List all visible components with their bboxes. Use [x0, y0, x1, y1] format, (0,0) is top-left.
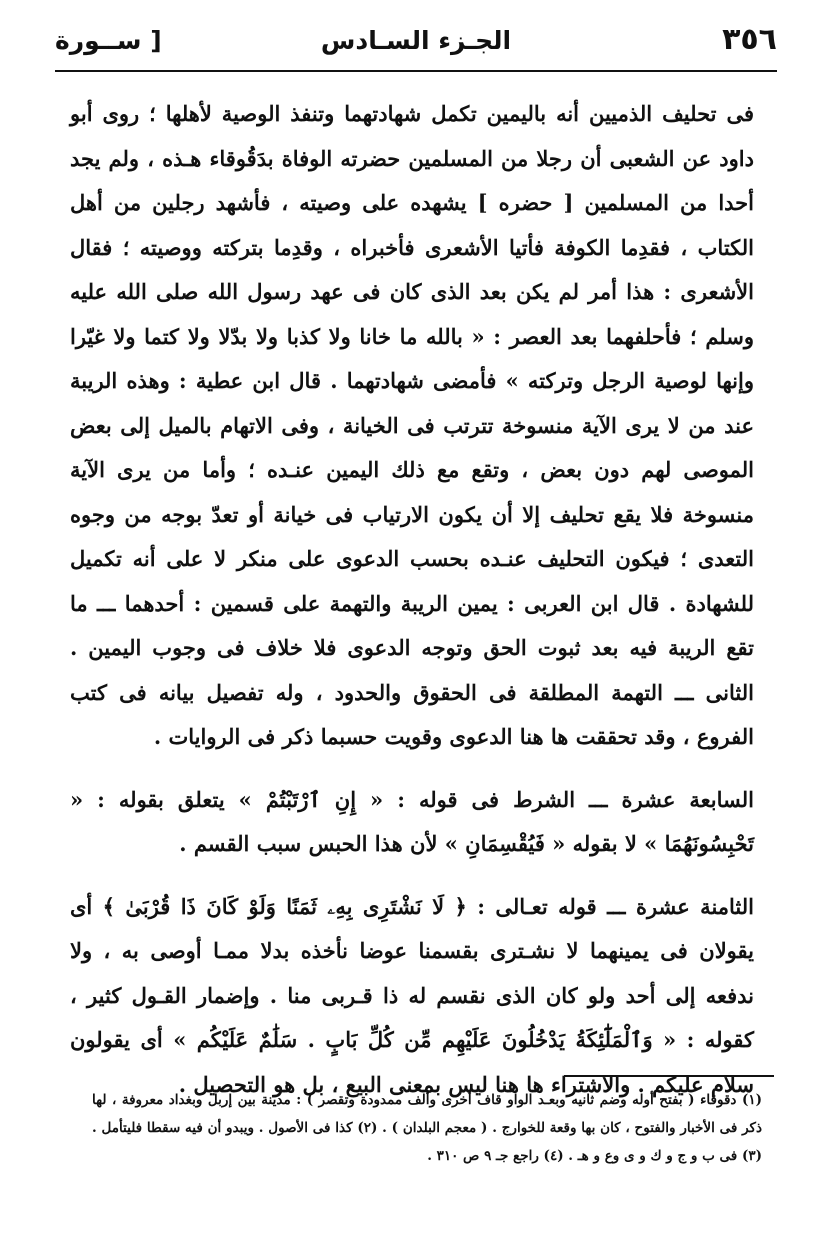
paragraph: السابعة عشرة ـــ الشرط فى قوله : « إِنِ ٱرْتَبْتُمْ » يتعلق بقوله : « تَحْبِسُونَهُمَا » لا بقوله « فَيُقْسِمَانِ » لأن هذا الحبس سبب القسم . — [70, 786, 754, 856]
footnote-text: (١) دقوقاء ( بفتح أوله وضم ثانيه وبعـد الواو قاف أخرى وألف ممدودة وتقصر ) : مدينة بين إربل وبغداد معروفة ، لها ذكر فى الأخبار والفتوح ، كان بها وقعة للخوارج . ( معجم البلدان ) . (٢) كذا فى الأصول . ويبدو أن فيه سقطا فليتأمل . (٣) فى ب و ج و ك و ى وع و هـ . (٤) راجع جـ ٩ ص ٣١٠ . — [92, 1092, 762, 1164]
page-header — [55, 18, 777, 72]
page-number: ٣٥٦ — [722, 22, 777, 57]
paragraph: الثامنة عشرة ـــ قوله تعـالى : ﴿ لَا نَشْتَرِى بِهِۦ ثَمَنًا وَلَوْ كَانَ ذَا قُرْبَىٰ ﴾ أى يقولان فى يمينهما لا نشـترى بقسمنا عوضا نأخذه بدلا ممـا أوصى به ، ولا ندفعه إلى أحد ولو كان الذى نقسم له ذا قـربى منا . وإضمار القـول كثير ، كقوله : « وَٱلْمَلَٰٓئِكَةُ يَدْخُلُونَ عَلَيْهِم مِّن كُلِّ بَابٍ . سَلَٰمٌ عَلَيْكُم » أى يقولون سلام عليكم . والاشتراء ها هنا ليس بمعنى البيع ، بل هو التحصيل . — [70, 893, 755, 1097]
footnotes — [92, 1086, 762, 1170]
footnote-separator — [564, 1075, 774, 1077]
main-text — [70, 92, 754, 1107]
running-title: الجـزء السـادس — [320, 26, 512, 55]
paragraph: فى تحليف الذميين أنه باليمين تكمل شهادتهما وتنفذ الوصية لأهلها ؛ روى أبو داود عن الشعبى أن رجلا من المسلمين حضرته الوفاة بدَقُوقاء هـذه ، ولم يجد أحدا من المسلمين [ حضره ] يشهده على وصيته ، فأشهد رجلين من أهل الكتاب ، فقدِما الكوفة فأتيا الأشعرى فأخبراه ، وقدِما بتركته ووصيته ؛ فقال الأشعرى : هذا أمر لم يكن بعد الذى كان فى عهد رسول الله صلى الله عليه وسلم ؛ فأحلفهما بعد العصر : « بالله ما خانا ولا كذبا ولا بدّلا ولا كتما ولا غيّرا وإنها لوصية الرجل وتركته » فأمضى شهادتهما . قال ابن عطية : وهذه الريبة عند من لا يرى الآية منسوخة تترتب فى الخيانة ، وفى الاتهام بالميل إلى بعض الموصى لهم دون بعض ، وتقع مع ذلك اليمين عنـده ؛ وأما من يرى الآية منسوخة فلا يقع تحليف إلا أن يكون الارتياب فى خيانة أو تعدّ بوجه من وجوه التعدى ؛ فيكون التحليف عنـده بحسب الدعوى على منكر لا على أنه تكميل للشهادة . قال ابن العربى : يمين الريبة والتهمة على قسمين : أحدهما ـــ ما تقع الريبة فيه بعد ثبوت الحق وتوجه الدعوى فلا خلاف فى وجوب اليمين . الثانى ـــ التهمة المطلقة فى الحقوق والحدود ، وله تفصيل بيانه فى كتب الفروع ، وقد تحققت ها هنا الدعوى وقويت حسبما ذكر فى الروايات . — [70, 101, 754, 749]
surah-label: [ ســورة — [55, 26, 162, 55]
